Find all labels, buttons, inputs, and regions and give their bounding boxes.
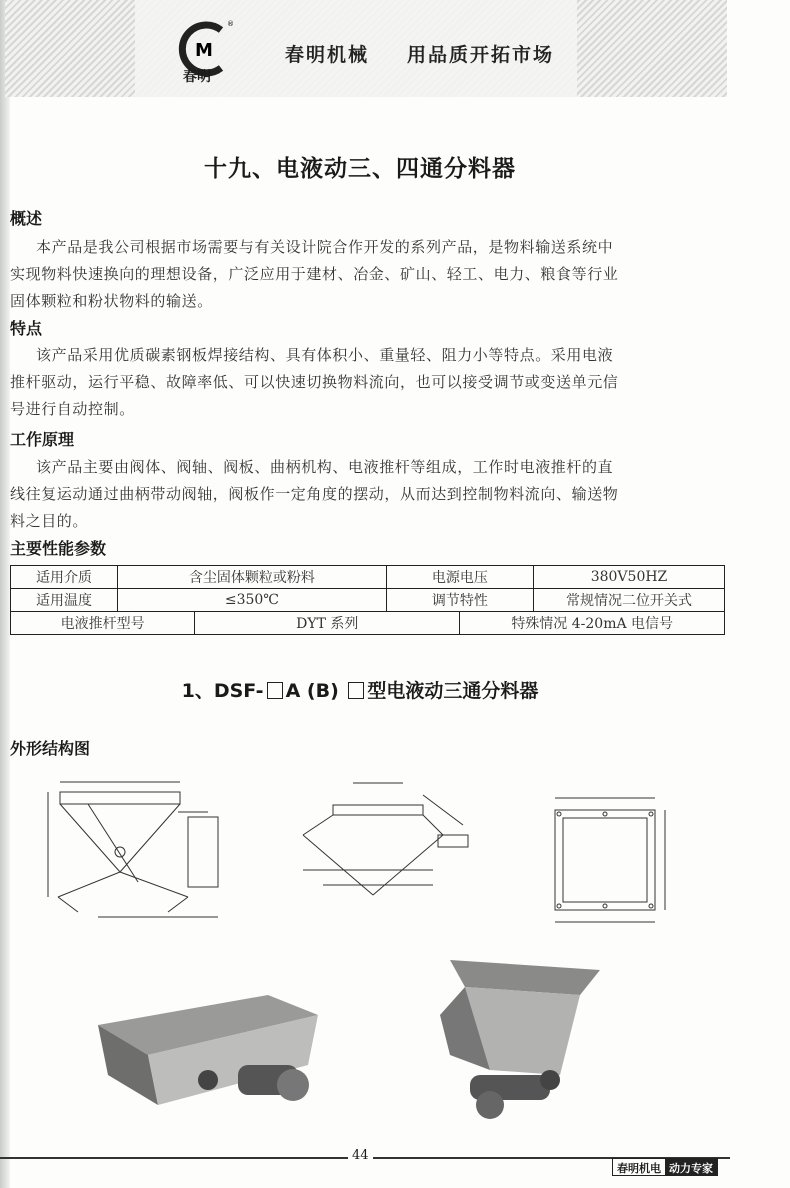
table-cell: 常规情况二位开关式 xyxy=(534,589,725,612)
table-cell: 含尘固体颗粒或粉料 xyxy=(118,566,387,589)
subtitle-suffix: 型电液动三通分料器 xyxy=(367,680,539,702)
paragraph-line: 该产品主要由阀体、阀轴、阀板、曲柄机构、电液推杆等组成，工作时电液推杆的直 xyxy=(36,458,614,476)
paragraph-line: 实现物料快速换向的理想设备，广泛应用于建材、冶金、矿山、轻工、电力、粮食等行业 xyxy=(10,265,619,283)
product-photo-four-way xyxy=(410,955,610,1125)
table-cell: ≤350℃ xyxy=(118,589,387,612)
blank-box xyxy=(348,682,364,699)
subtitle-prefix: 1、DSF- xyxy=(181,680,264,702)
product-subtitle xyxy=(0,676,720,703)
table-cell: 调节特性 xyxy=(386,589,533,612)
blank-box xyxy=(267,682,283,699)
parameters-table xyxy=(10,565,725,635)
table-cell: 适用温度 xyxy=(11,589,118,612)
logo-text: 春明 xyxy=(183,69,211,85)
header-company: 春明机械 xyxy=(285,44,370,66)
header-banner xyxy=(5,0,727,97)
top-view-drawing xyxy=(545,790,675,930)
paragraph-line: 该产品采用优质碳素钢板焊接结构、具有体积小、重量轻、阻力小等特点。采用电液 xyxy=(36,346,614,364)
table-cell: DYT 系列 xyxy=(195,612,460,635)
footer-brand: 春明机电 xyxy=(617,1162,661,1175)
table-row xyxy=(11,589,725,612)
paragraph-line: 推杆驱动，运行平稳、故障率低、可以快速切换物料流向，也可以接受调节或变送单元信 xyxy=(10,373,619,391)
table-row xyxy=(11,612,725,635)
side-view-drawing xyxy=(283,775,483,915)
svg-text:®: ® xyxy=(227,20,234,28)
front-view-drawing xyxy=(38,772,238,922)
svg-text:M: M xyxy=(195,40,213,61)
table-cell: 适用介质 xyxy=(11,566,118,589)
paragraph-line: 号进行自动控制。 xyxy=(10,400,135,418)
table-cell: 380V50HZ xyxy=(534,566,725,589)
footer-tagline: 动力专家 xyxy=(665,1159,717,1175)
section-heading: 概述 xyxy=(10,209,43,228)
paragraph-line: 线往复运动通过曲柄带动阀轴，阀板作一定角度的摆动，从而达到控制物料流向、输送物 xyxy=(10,485,619,503)
table-row xyxy=(11,566,725,589)
section-heading: 特点 xyxy=(10,319,43,338)
subtitle-mid: A (B) xyxy=(285,680,346,702)
page-number: 44 xyxy=(348,1148,373,1163)
header-motto: 用品质开拓市场 xyxy=(407,44,555,66)
table-cell: 电源电压 xyxy=(386,566,533,589)
paragraph-line: 固体颗粒和粉状物料的输送。 xyxy=(10,292,213,310)
table-cell: 特殊情况 4-20mA 电信号 xyxy=(460,612,725,635)
footer-brand-badge xyxy=(612,1158,718,1176)
page-title: 十九、电液动三、四通分料器 xyxy=(204,156,516,182)
figure-heading: 外形结构图 xyxy=(10,739,91,758)
table-cell: 电液推杆型号 xyxy=(11,612,195,635)
product-photo-three-way xyxy=(88,985,328,1125)
section-heading: 主要性能参数 xyxy=(10,539,107,558)
paragraph-line: 本产品是我公司根据市场需要与有关设计院合作开发的系列产品，是物料输送系统中 xyxy=(36,238,614,256)
paragraph-line: 料之目的。 xyxy=(10,512,89,530)
section-heading: 工作原理 xyxy=(10,430,75,449)
